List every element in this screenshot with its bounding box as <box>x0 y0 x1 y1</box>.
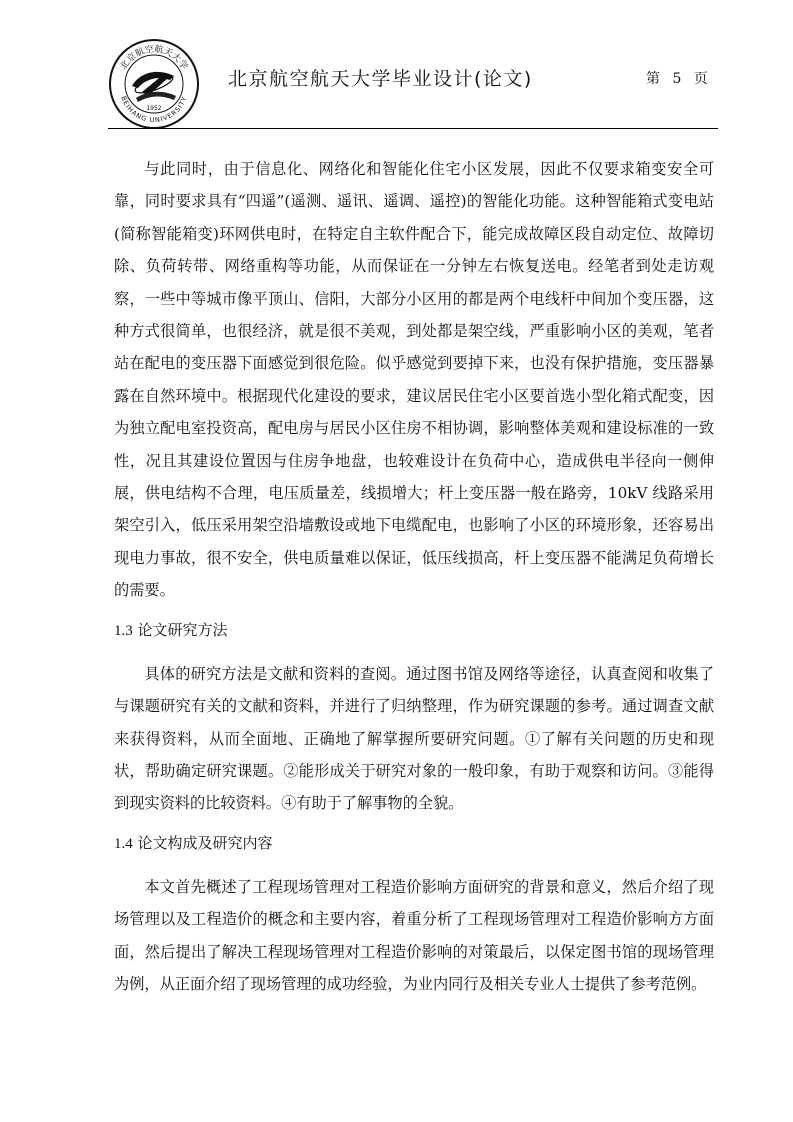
section-number: 1.3 <box>114 622 133 639</box>
university-seal-icon <box>108 38 200 130</box>
section-number: 1.4 <box>114 835 133 852</box>
page-title: 北京航空航天大学毕业设计(论文) <box>228 68 533 90</box>
section-title: 论文构成及研究内容 <box>137 833 273 852</box>
paragraph-3: 本文首先概述了工程现场管理对工程造价影响方面研究的背景和意义，然后介绍了现场管理以及工程造价的概念和主要内容，着重分析了工程现场管理对工程造价影响方方面面，然后提出了解决工程现场管理对工程造价影响的对策最后，以保定图书馆的现场管理为例，从正面介绍了现场管理的成功经验，为业内同行及相关专业人士提供了参考范例。 <box>114 877 714 993</box>
page-header <box>108 38 718 130</box>
main-content <box>114 153 714 1000</box>
seal-text-top: 北京航空航天大学 <box>118 44 190 72</box>
paragraph-1: 与此同时，由于信息化、网络化和智能化住宅小区发展，因此不仅要求箱变安全可靠，同时要求具有“四遥”(遥测、遥讯、遥调、遥控)的智能化功能。这种智能箱式变电站(简称智能箱变)环网供电时，在特定自主软件配合下，能完成故障区段自动定位、故障切除、负荷转带、网络重构等功能，从而保证在一分钟左右恢复送电。经笔者到处走访观察，一些中等城市像平顶山、信阳，大部分小区用的都是两个电线杆中间加个变压器，这种方式很简单，也很经济，就是很不美观，到处都是架空线，严重影响小区的美观，笔者站在配电的变压器下面感觉到很危险。似乎感觉到要掉下来，也没有保护措施，变压器暴露在自然环境中。根据现代化建设的要求，建议居民住宅小区要首选小型化箱式配变，因为独立配电室投资高，配电房与居民小区住房不相协调，影响整体美观和建设标准的一致性，况且其建设位置因与住房争地盘，也较难设计在负荷中心，造成供电半径向一侧伸展，供电结构不合理，电压质量差，线损增大；杆上变压器一般在路旁，10kV 线路采用架空引入，低压采用架空沿墙敷设或地下电缆配电，也影响了小区的环境形象，还容易出现电力事故，很不安全，供电质量难以保证，低压线损高，杆上变压器不能满足负荷增长的需要。 <box>114 160 714 600</box>
seal-text-bottom: BEIHANG UNIVERSITY <box>119 94 189 125</box>
paragraph-2: 具体的研究方法是文献和资料的查阅。通过图书馆及网络等途径，认真查阅和收集了与课题研究有关的文献和资料，并进行了归纳整理，作为研究课题的参考。通过调查文献来获得资料，从而全面地、正确地了解掌握所要研究问题。①了解有关问题的历史和现状，帮助确定研究课题。②能形成关于研究对象的一般印象，有助于观察和访问。③能得到现实资料的比较资料。④有助于了解事物的全貌。 <box>114 664 714 813</box>
page-number: 第 5 页 <box>646 71 708 87</box>
section-heading-1-4 <box>114 820 714 871</box>
section-title: 论文研究方法 <box>137 620 228 639</box>
seal-year: 1952 <box>146 105 162 112</box>
header-divider <box>108 128 718 129</box>
section-heading-1-3 <box>114 607 714 658</box>
